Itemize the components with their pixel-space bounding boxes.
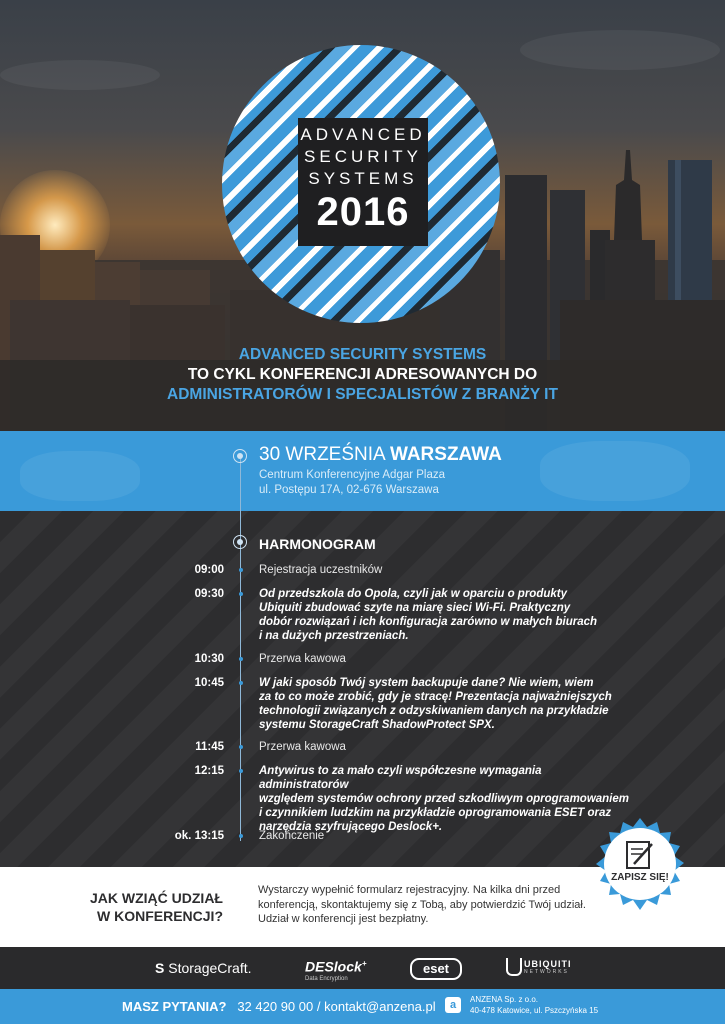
- agenda-line: Zakończenie: [259, 830, 325, 842]
- agenda-description: [259, 829, 629, 843]
- agenda-description: [259, 652, 629, 666]
- participation-text-line: konferencją, skontaktujemy się z Tobą, aby potwierdzić Twój udział.: [258, 898, 586, 911]
- agenda-line: narzędzia szyfrującego Deslock+.: [259, 821, 443, 833]
- logo-year: 2016: [316, 190, 410, 234]
- hero-title-line2: TO CYKL KONFERENCJI ADRESOWANYCH DO: [187, 366, 538, 383]
- company-info: [470, 994, 598, 1016]
- agenda-description: [259, 740, 629, 754]
- deslock-plus: +: [361, 959, 367, 968]
- signup-label: ZAPISZ SIĘ!: [611, 872, 669, 883]
- timeline-dot: [239, 769, 243, 773]
- agenda-line: Przerwa kawowa: [259, 653, 346, 665]
- agenda-time: 09:30: [194, 588, 224, 600]
- ubiquiti-icon: [506, 958, 522, 976]
- agenda-line: W jaki sposób Twój system backupuje dane? Nie wiem, wiem: [259, 677, 594, 689]
- agenda-description: [259, 676, 629, 732]
- contact-question: MASZ PYTANIA?: [122, 999, 227, 1014]
- contact-phone[interactable]: 32 420 90 00: [237, 999, 314, 1014]
- participation-heading-line: JAK WZIĄĆ UDZIAŁ: [90, 890, 223, 906]
- signup-badge-shape: [594, 818, 686, 910]
- agenda-description: [259, 764, 629, 834]
- event-city: WARSZAWA: [389, 444, 502, 465]
- timeline-dot: [239, 657, 243, 661]
- logo-line-advanced: ADVANCED: [300, 125, 426, 144]
- anzena-logo-icon: a: [445, 997, 461, 1013]
- hero-title-line1: ADVANCED SECURITY SYSTEMS: [238, 346, 487, 363]
- company-address: 40-478 Katowice, ul. Pszczyńska 15: [470, 1006, 599, 1015]
- deslock-name: DESlock: [305, 958, 362, 975]
- deslock-subtitle: Data Encryption: [305, 975, 348, 982]
- event-date: 30 WRZEŚNIA: [259, 444, 385, 465]
- world-map-decoration: [20, 451, 140, 501]
- ubiquiti-name: UBIQUITI: [524, 959, 572, 969]
- agenda-time: 09:00: [194, 564, 224, 576]
- agenda-line: i na dużych przestrzeniach.: [259, 630, 409, 642]
- hero-section: [0, 0, 725, 431]
- participation-heading: [40, 889, 223, 925]
- eset-logo: eset: [410, 958, 462, 980]
- timeline-dot: [239, 592, 243, 596]
- company-name: ANZENA Sp. z o.o.: [470, 995, 539, 1004]
- agenda-line: za to co może zrobić, gdy je stracę! Prezentacja najważniejszych: [259, 691, 612, 703]
- agenda-time: 10:30: [194, 653, 224, 665]
- agenda-time: 12:15: [194, 765, 224, 777]
- agenda-description: [259, 587, 629, 643]
- agenda-time: ok. 13:15: [174, 830, 224, 842]
- timeline-line: [240, 459, 241, 841]
- contact-separator: /: [316, 999, 321, 1014]
- storagecraft-icon: S: [155, 960, 165, 976]
- conference-logo: [298, 118, 428, 246]
- signup-badge[interactable]: [594, 818, 686, 910]
- agenda-line: względem systemów ochrony przed szkodliwym oprogramowaniem: [259, 793, 629, 805]
- timeline-dot: [239, 568, 243, 572]
- agenda-line: Od przedszkola do Opola, czyli jak w oparciu o produkty: [259, 588, 568, 600]
- deslock-logo: [305, 956, 366, 983]
- agenda-line: technologii związanych z odzyskiwaniem danych na przykładzie: [259, 705, 609, 717]
- agenda-line: Przerwa kawowa: [259, 741, 346, 753]
- timeline-dot: [239, 834, 243, 838]
- timeline-location-marker: [233, 449, 247, 463]
- participation-text-line: Udział w konferencji jest bezpłatny.: [258, 913, 429, 925]
- event-venue: Centrum Konferencyjne Adgar Plaza: [259, 469, 446, 481]
- event-address: ul. Postępu 17A, 02-676 Warszawa: [259, 484, 439, 496]
- agenda-time: 10:45: [194, 677, 224, 689]
- agenda-heading: HARMONOGRAM: [259, 536, 376, 552]
- agenda-time: 11:45: [195, 741, 224, 753]
- agenda-line: i czynnikiem ludzkim na przykładzie oprogramowania ESET oraz: [259, 807, 612, 819]
- agenda-line: systemu StorageCraft ShadowProtect SPX.: [259, 719, 495, 731]
- event-date-city: [259, 443, 502, 467]
- agenda-line: Ubiquiti zbudować szyte na miarę sieci Wi-Fi. Praktyczny: [259, 602, 571, 614]
- contact-footer: [0, 989, 725, 1024]
- storagecraft-name: StorageCraft.: [168, 960, 252, 976]
- sponsors-bar: [0, 947, 725, 989]
- agenda-description: [259, 563, 629, 577]
- hero-title-line3: ADMINISTRATORÓW I SPECJALISTÓW Z BRANŻY IT: [167, 386, 558, 403]
- timeline-dot: [239, 681, 243, 685]
- storagecraft-logo: [155, 960, 252, 976]
- ubiquiti-subtitle: NETWORKS: [524, 969, 569, 975]
- world-map-decoration: [540, 441, 690, 501]
- agenda-line: Antywirus to za mało czyli współczesne wymagania administratorów: [259, 765, 542, 791]
- timeline-dot: [239, 745, 243, 749]
- participation-text: [258, 883, 598, 927]
- agenda-line: dobór rozwiązań i ich konfiguracja zarówno w małych biurach: [259, 616, 598, 628]
- participation-heading-line: W KONFERENCJI?: [97, 908, 223, 924]
- event-info-band: [0, 431, 725, 511]
- participation-text-line: Wystarczy wypełnić formularz rejestracyjny. Na kilka dni przed: [258, 884, 561, 896]
- logo-line-systems: SYSTEMS: [308, 169, 418, 188]
- agenda-line: Rejestracja uczestników: [259, 564, 383, 576]
- contact-line: [122, 999, 436, 1015]
- timeline-agenda-marker: [233, 535, 247, 549]
- contact-email-link[interactable]: kontakt@anzena.pl: [324, 999, 436, 1014]
- logo-line-security: SECURITY: [304, 147, 422, 166]
